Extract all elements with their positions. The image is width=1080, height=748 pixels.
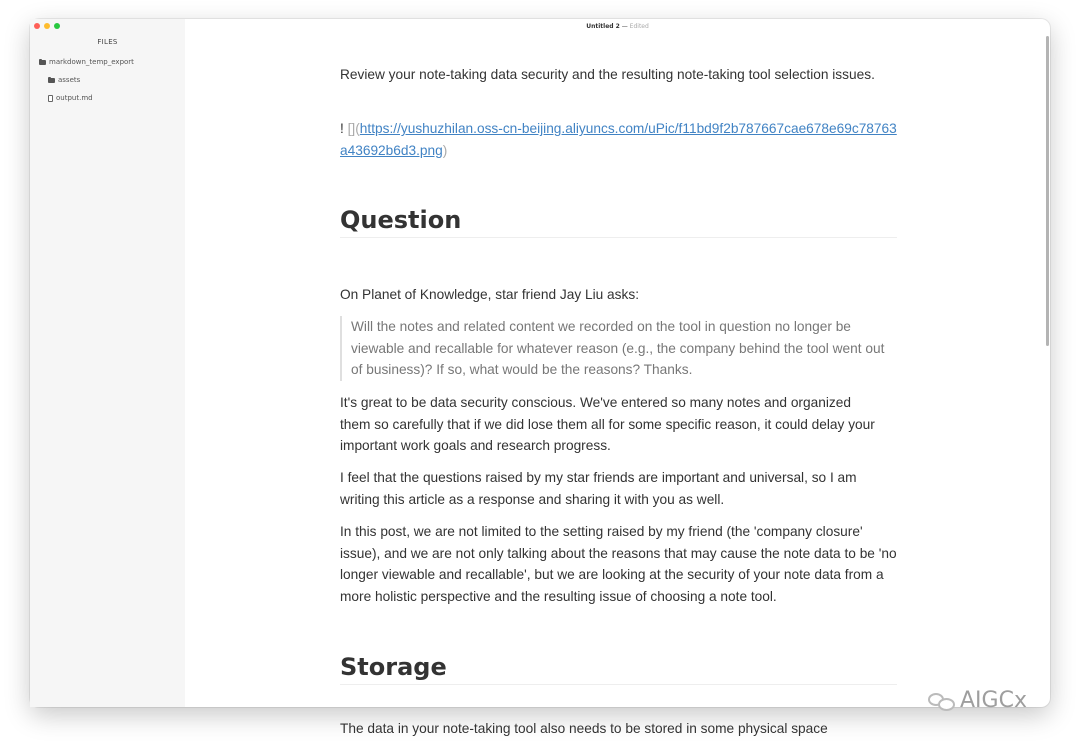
files-heading: FILES (97, 38, 118, 46)
image-open-paren: ( (355, 121, 360, 136)
wechat-icon (928, 691, 956, 711)
blockquote (340, 316, 891, 381)
tree-item-label: output.md (56, 94, 93, 102)
quote-text: Will the notes and related content we recorded on the tool in question no longer be viewable and recallable for whatever reason (e.g., the company behind the tool went out of business)? If so, what would be the reasons? Thanks. (351, 319, 885, 378)
close-window-button[interactable] (34, 23, 40, 29)
image-prefix: ! (340, 121, 344, 136)
paragraph-questions: I feel that the questions raised by my star friends are important and universal, so I am writing this article as a response and sharing it with you as well. (340, 470, 857, 507)
tree-item-output-md[interactable] (48, 94, 93, 102)
storage-paragraph: The data in your note-taking tool also needs to be stored in some physical space (340, 721, 828, 736)
app-window (30, 19, 1050, 736)
image-url-link[interactable]: https://yushuzhilan.oss-cn-beijing.aliyuncs.com/uPic/f11bd9f2b787667cae678e69c78763a43692b6d3.png (340, 121, 897, 158)
traffic-lights (34, 23, 60, 29)
file-icon (48, 95, 53, 102)
tree-item-markdown-temp-export[interactable] (39, 58, 134, 66)
heading-question: Question (340, 206, 897, 238)
image-alt-brackets: [] (347, 121, 356, 136)
zoom-window-button[interactable] (54, 23, 60, 29)
paragraph-data-security: It's great to be data security conscious. We've entered so many notes and organized them so carefully that if we did lose them all for some specific reason, it could delay your important work goals and research progress. (340, 395, 875, 454)
scrollbar-thumb[interactable] (1046, 36, 1049, 346)
edited-status: Edited (629, 23, 649, 30)
title-bar (185, 19, 1050, 35)
minimize-window-button[interactable] (44, 23, 50, 29)
folder-icon (48, 78, 55, 83)
intro-paragraph: Review your note-taking data security and the resulting note-taking tool selection issues. (340, 67, 875, 82)
title-separator: — (621, 23, 628, 30)
sidebar (30, 19, 185, 707)
folder-icon (39, 60, 46, 65)
tree-item-assets[interactable] (48, 76, 80, 84)
heading-storage: Storage (340, 653, 897, 685)
watermark (928, 688, 1027, 713)
image-close-paren: ) (442, 142, 448, 158)
asks-paragraph: On Planet of Knowledge, star friend Jay Liu asks: (340, 287, 640, 302)
watermark-text: AIGCx (960, 688, 1027, 713)
tree-item-label: markdown_temp_export (49, 58, 134, 66)
image-link-paragraph (340, 118, 897, 161)
tree-item-label: assets (58, 76, 81, 84)
paragraph-scope: In this post, we are not limited to the setting raised by my friend (the 'company closure' issue), and we are not only talking about the reasons that may cause the note data to be 'no longer viewable and recallable', but we are looking at the security of your note data from a more holistic perspective and the resulting issue of choosing a note tool. (340, 524, 897, 605)
document-title: Untitled 2 (586, 23, 620, 30)
